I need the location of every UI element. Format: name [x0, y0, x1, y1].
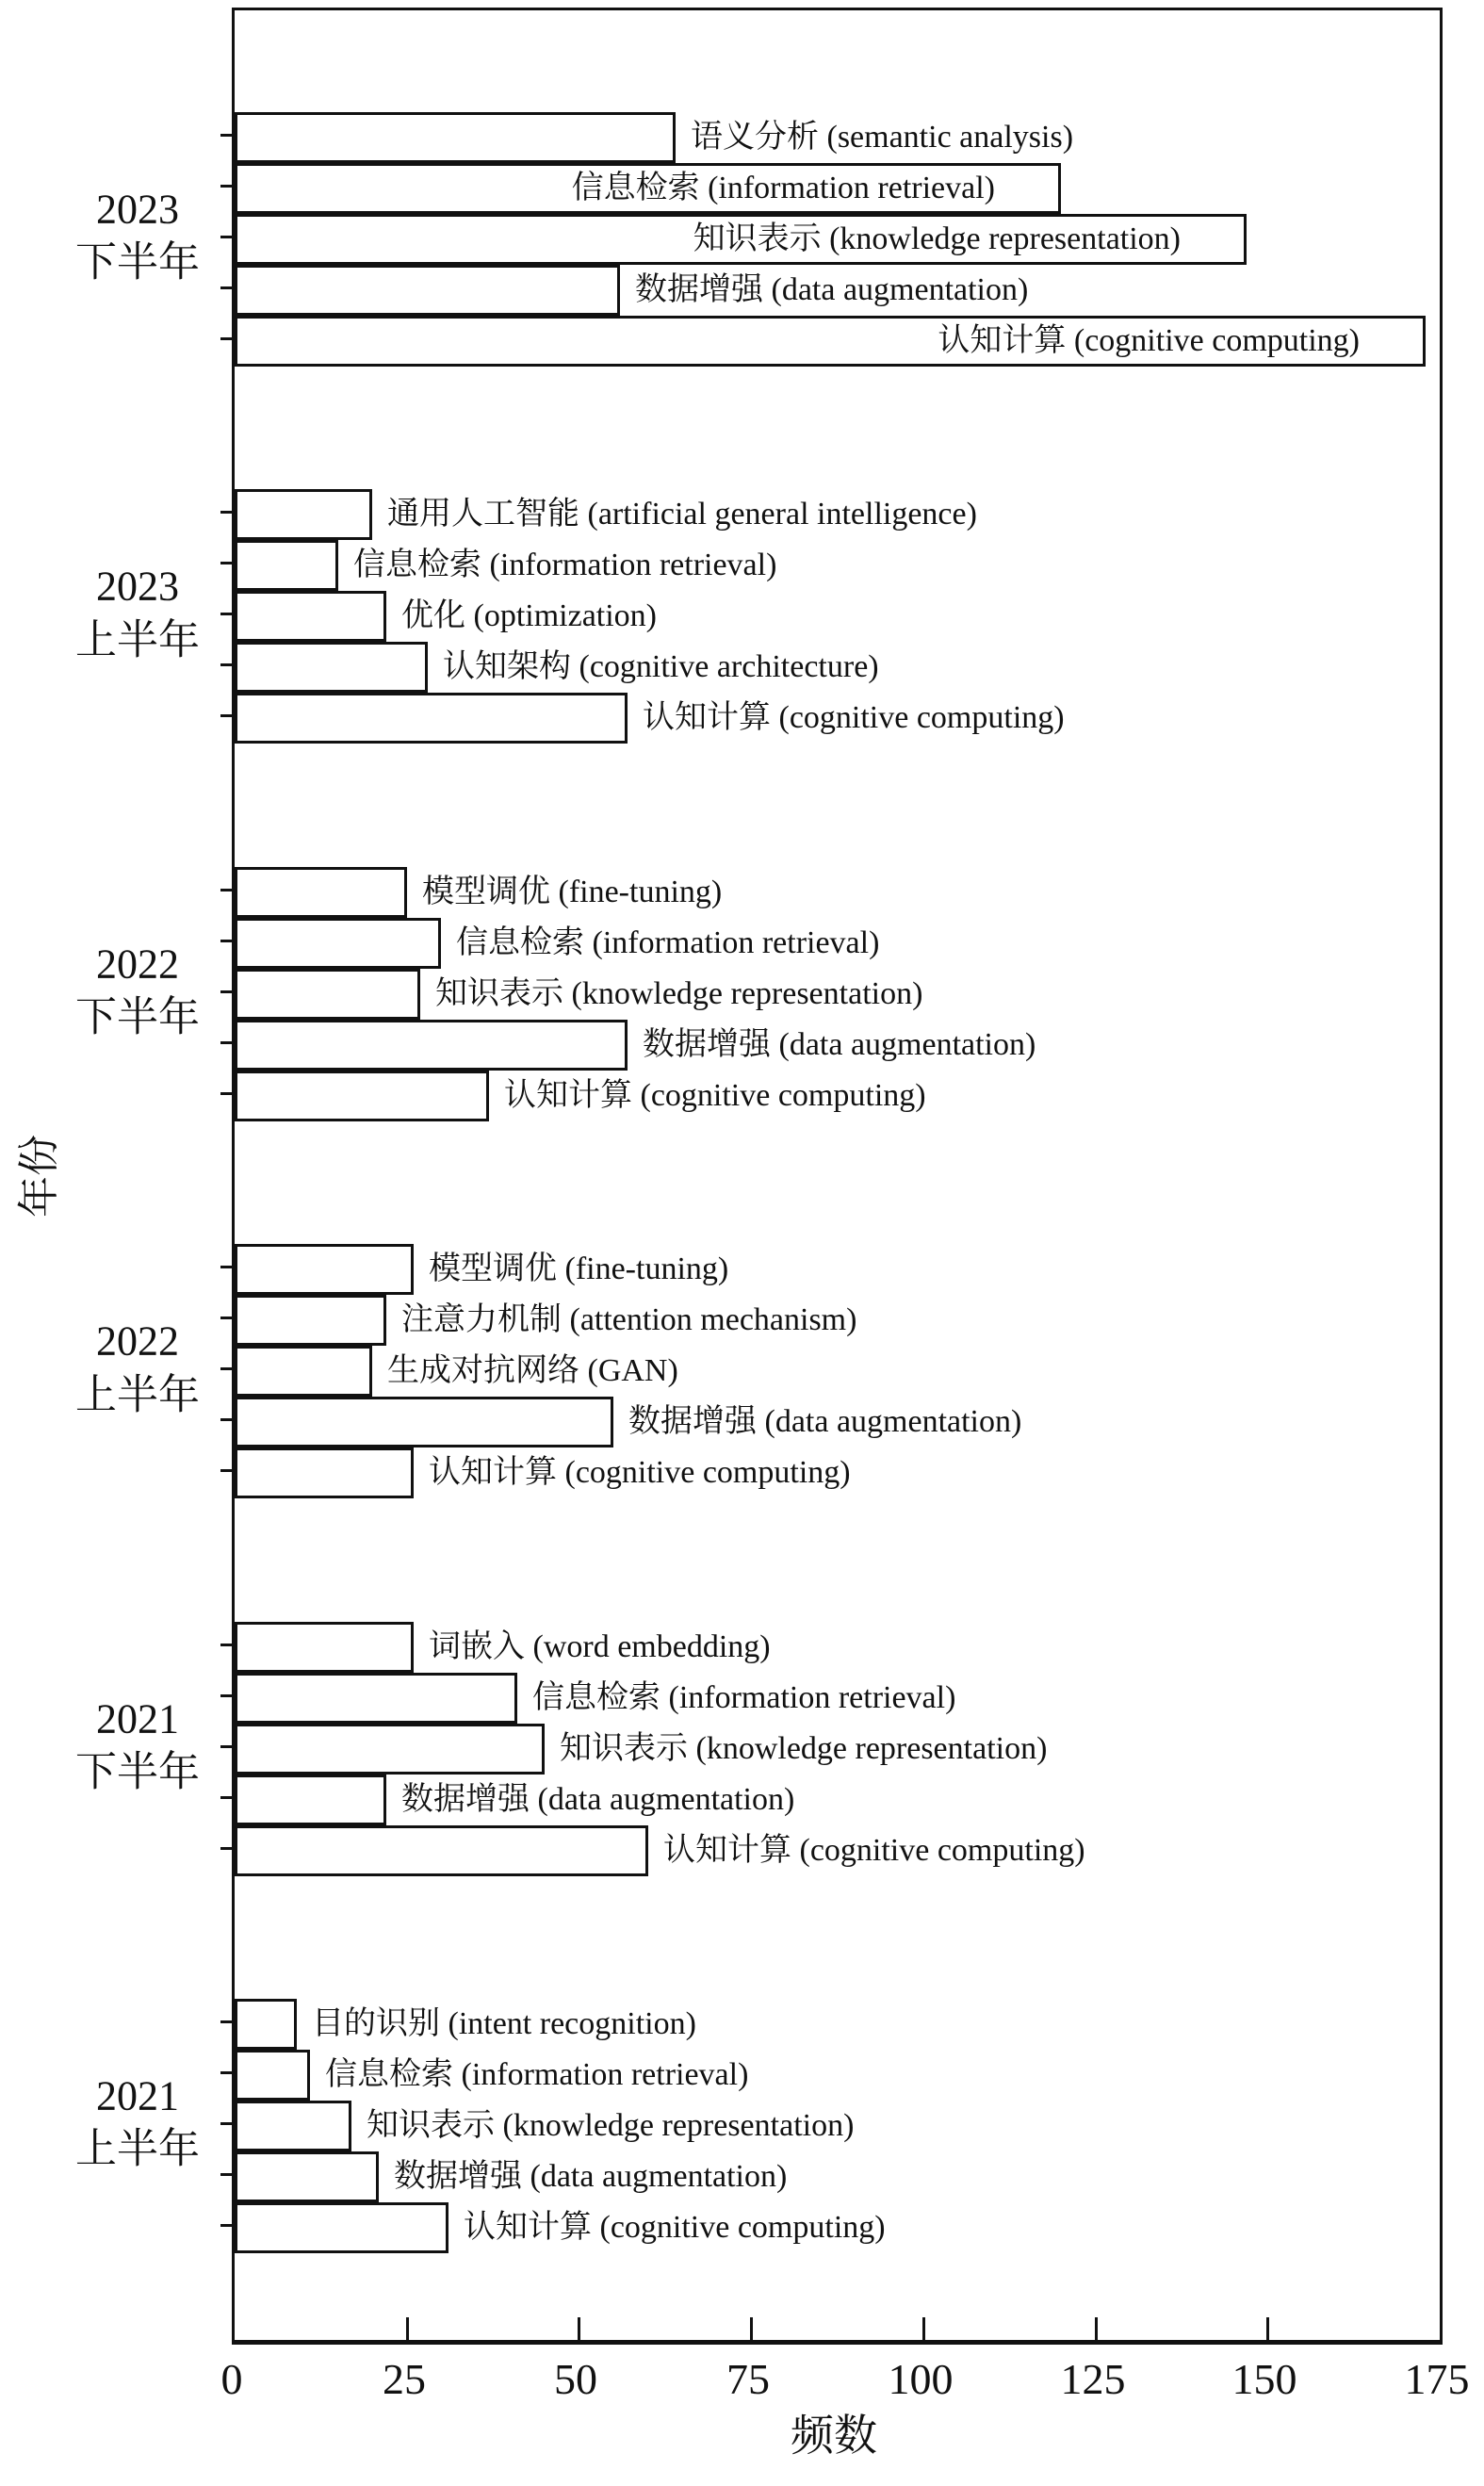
bar-label: 认知计算 (cognitive computing)	[429, 1455, 851, 1490]
x-tick-label: 175	[1404, 2355, 1470, 2403]
bar	[235, 2202, 448, 2253]
y-axis-tick	[220, 1847, 232, 1850]
bar	[235, 1346, 372, 1397]
year-text: 2021	[96, 2072, 179, 2119]
x-axis-tick	[750, 2317, 753, 2340]
bar-label: 信息检索 (information retrieval)	[353, 548, 777, 582]
bar-label: 知识表示 (knowledge representation)	[367, 2108, 855, 2143]
bar-label: 目的识别 (intent recognition)	[312, 2006, 696, 2041]
bar-label: 模型调优 (fine-tuning)	[422, 875, 723, 909]
x-tick-label: 150	[1231, 2355, 1297, 2403]
year-text: 2022	[96, 1317, 179, 1365]
bar	[235, 693, 628, 744]
x-axis-tick	[922, 2317, 925, 2340]
bar-label: 数据增强 (data augmentation)	[635, 272, 1029, 307]
bar-label: 信息检索 (information retrieval)	[456, 925, 880, 960]
y-category-label	[43, 561, 232, 667]
bar	[235, 1020, 628, 1071]
year-text: 2021	[96, 1695, 179, 1742]
y-axis-tick	[220, 1469, 232, 1472]
half-year-text: 下半年	[75, 239, 200, 286]
bar-label: 信息检索 (information retrieval)	[325, 2057, 749, 2092]
y-axis-tick	[220, 337, 232, 340]
bar	[235, 642, 428, 693]
y-axis-tick	[220, 1644, 232, 1646]
bar	[235, 540, 338, 591]
bar	[235, 1071, 489, 1121]
bar-label: 注意力机制 (attention mechanism)	[401, 1302, 857, 1337]
bar	[235, 918, 441, 969]
bar-label: 数据增强 (data augmentation)	[628, 1404, 1022, 1439]
bar-label: 词嵌入 (word embedding)	[429, 1629, 771, 1664]
y-axis-tick	[220, 134, 232, 137]
bar	[235, 1724, 545, 1775]
y-category-label	[43, 1316, 232, 1422]
x-axis-title: 频数	[791, 2412, 877, 2460]
bar-label: 认知计算 (cognitive computing)	[663, 1833, 1085, 1868]
bar-label: 知识表示 (knowledge representation)	[435, 976, 923, 1011]
bar	[235, 1397, 613, 1447]
bar	[235, 2151, 379, 2202]
x-tick-label: 0	[220, 2355, 243, 2403]
y-axis-tick	[220, 1266, 232, 1268]
half-year-text: 上半年	[75, 616, 200, 663]
year-text: 2023	[96, 186, 179, 233]
bar	[235, 969, 420, 1020]
y-category-label	[43, 938, 232, 1044]
bar-label: 优化 (optimization)	[401, 598, 658, 633]
bar-label: 数据增强 (data augmentation)	[394, 2159, 788, 2194]
x-tick-label: 125	[1060, 2355, 1126, 2403]
bar-label: 生成对抗网络 (GAN)	[387, 1353, 678, 1388]
bar	[235, 1999, 297, 2050]
bar-label: 认知计算 (cognitive computing)	[643, 700, 1065, 735]
x-tick-label: 25	[383, 2355, 426, 2403]
y-axis-title: 年份	[16, 1135, 62, 1218]
year-text: 2022	[96, 940, 179, 988]
x-tick-label: 50	[554, 2355, 597, 2403]
bar-label: 认知计算 (cognitive computing)	[938, 323, 1360, 358]
y-axis-tick	[220, 714, 232, 717]
bar	[235, 1295, 386, 1346]
x-tick-label: 100	[888, 2355, 954, 2403]
bar	[235, 1244, 414, 1295]
half-year-text: 下半年	[75, 1748, 200, 1795]
bar-label: 知识表示 (knowledge representation)	[693, 221, 1181, 256]
bar	[235, 1447, 414, 1498]
bar	[235, 2101, 351, 2151]
bar-label: 数据增强 (data augmentation)	[643, 1027, 1036, 1062]
bar-label: 认知架构 (cognitive architecture)	[443, 649, 879, 684]
bar-label: 认知计算 (cognitive computing)	[464, 2210, 886, 2245]
x-axis-tick	[578, 2317, 580, 2340]
bar-label: 通用人工智能 (artificial general intelligence)	[387, 497, 977, 532]
bar	[235, 1775, 386, 1825]
bar	[235, 265, 620, 316]
bar	[235, 489, 372, 540]
y-axis-tick	[220, 511, 232, 514]
half-year-text: 上半年	[75, 1371, 200, 1418]
y-axis-tick	[220, 889, 232, 891]
y-category-label	[43, 1693, 232, 1799]
bar	[235, 591, 386, 642]
bar	[235, 2050, 310, 2101]
x-axis-tick	[406, 2317, 409, 2340]
bar-label: 模型调优 (fine-tuning)	[429, 1251, 729, 1286]
bar-label: 知识表示 (knowledge representation)	[560, 1731, 1048, 1766]
bar-label: 语义分析 (semantic analysis)	[691, 120, 1074, 155]
plot-area	[232, 8, 1443, 2345]
half-year-text: 下半年	[75, 993, 200, 1040]
bar-label: 认知计算 (cognitive computing)	[504, 1078, 926, 1113]
y-axis-tick	[220, 2224, 232, 2227]
bar	[235, 1622, 414, 1673]
bar	[235, 1825, 648, 1876]
bar-label: 信息检索 (information retrieval)	[571, 171, 995, 205]
year-text: 2023	[96, 564, 179, 611]
half-year-text: 上半年	[75, 2126, 200, 2172]
x-axis-tick	[1095, 2317, 1098, 2340]
y-category-label	[43, 2070, 232, 2177]
y-category-label	[43, 184, 232, 290]
y-axis-tick	[220, 1092, 232, 1095]
bar	[235, 1673, 517, 1724]
bar-label: 数据增强 (data augmentation)	[401, 1782, 795, 1817]
y-axis-tick	[220, 2020, 232, 2023]
bar-label: 信息检索 (information retrieval)	[532, 1680, 956, 1715]
bar	[235, 867, 407, 918]
x-tick-label: 75	[726, 2355, 770, 2403]
x-axis-tick	[1266, 2317, 1269, 2340]
bar	[235, 112, 676, 163]
